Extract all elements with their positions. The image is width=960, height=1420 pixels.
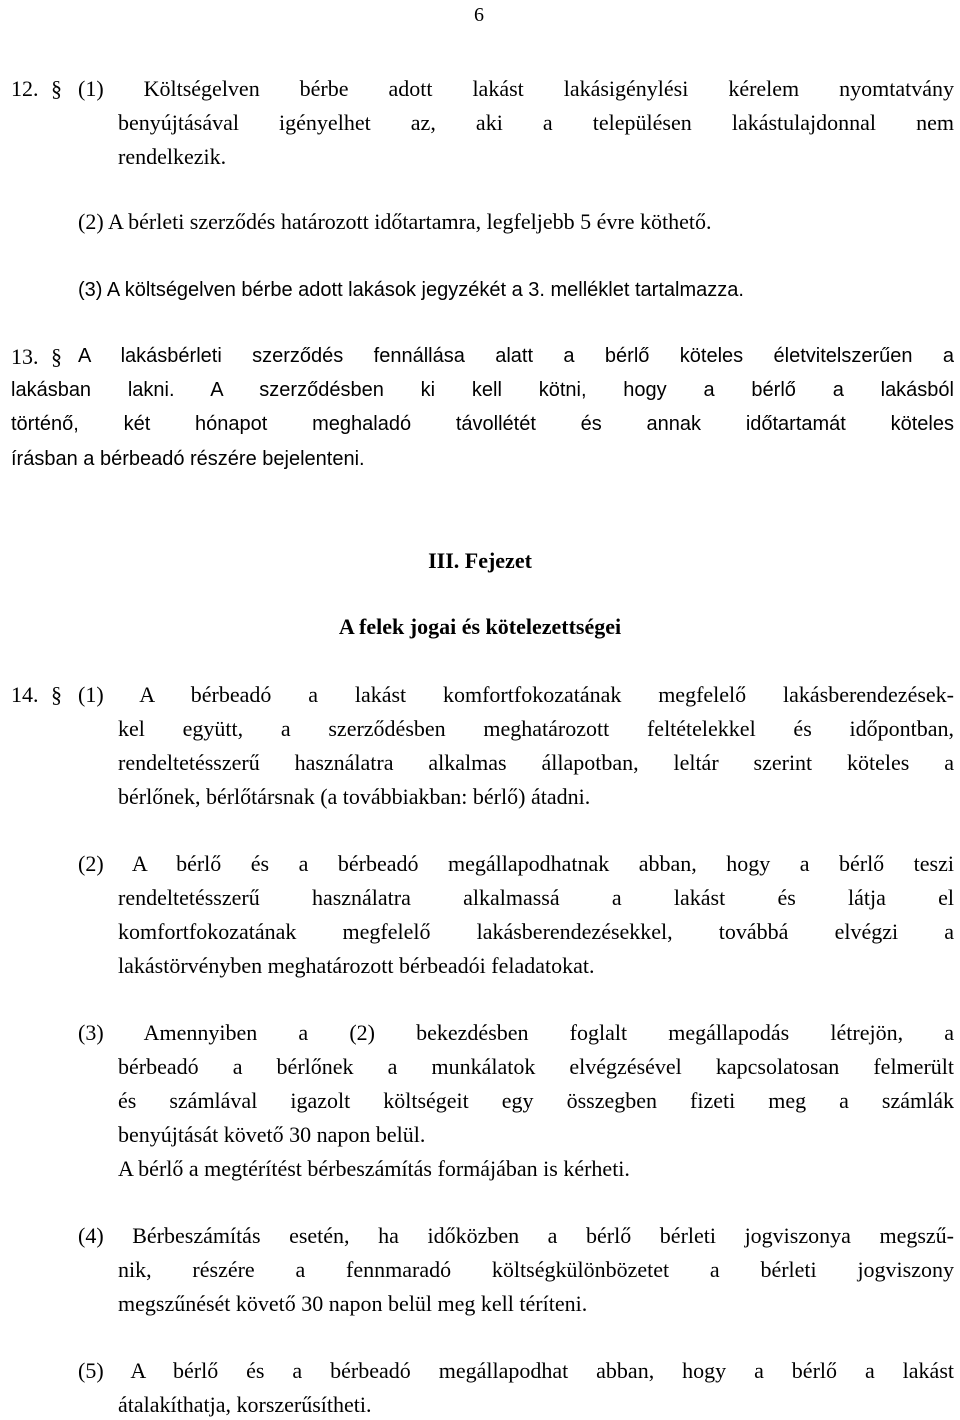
- section-13-line-1: A lakásbérleti szerződés fennállása alatt a bérlő köteles életvitelszerűen a: [78, 345, 954, 367]
- chapter-title: A felek jogai és kötelezettségei: [338, 614, 622, 639]
- section-12-p1-line-2: benyújtásával igényelhet az, aki a településen lakástulajdonnal nem: [118, 110, 954, 135]
- section-12-sign: §: [51, 76, 62, 101]
- section-14-p3-line-1: (3) Amennyiben a (2) bekezdésben foglalt megállapodás létrejön, a: [78, 1020, 954, 1045]
- section-14-p1-line-1: (1) A bérbeadó a lakást komfortfokozatának megfelelő lakásberendezések-: [78, 682, 954, 707]
- section-14-p2-line-4: lakástörvényben meghatározott bérbeadói feladatokat.: [118, 953, 595, 978]
- section-14-p4-line-3: megszűnését követő 30 napon belül meg kell téríteni.: [118, 1291, 588, 1316]
- section-14-p3-line-5: A bérlő a megtérítést bérbeszámítás formájában is kérheti.: [118, 1156, 630, 1181]
- section-14-p3-line-4: benyújtását követő 30 napon belül.: [118, 1122, 426, 1147]
- section-13-line-4: írásban a bérbeadó részére bejelenteni.: [11, 448, 365, 470]
- section-12-p3: (3) A költségelven bérbe adott lakások jegyzékét a 3. melléklet tartalmazza.: [78, 279, 744, 301]
- section-14-p2-line-2: rendeltetésszerű használatra alkalmassá a lakást és látja el: [118, 885, 954, 910]
- section-14-number: 14.: [11, 682, 39, 707]
- section-14-p2-line-1: (2) A bérlő és a bérbeadó megállapodhatnak abban, hogy a bérlő teszi: [78, 851, 954, 876]
- section-14-p3-line-3: és számlával igazolt költségeit egy összegben fizeti meg a számlák: [118, 1088, 954, 1113]
- section-14-p4-line-1: (4) Bérbeszámítás esetén, ha időközben a bérlő bérleti jogviszonya megszű-: [78, 1223, 954, 1248]
- section-12-number: 12.: [11, 76, 39, 101]
- section-12-p2: (2) A bérleti szerződés határozott időtartamra, legfeljebb 5 évre köthető.: [78, 209, 712, 234]
- section-13-line-3: történő, két hónapot meghaladó távollétét és annak időtartamát köteles: [11, 413, 954, 435]
- section-14-p5-line-1: (5) A bérlő és a bérbeadó megállapodhat abban, hogy a bérlő a lakást: [78, 1358, 954, 1383]
- page-number: 6: [474, 4, 484, 26]
- section-12-p1-line-3: rendelkezik.: [118, 144, 227, 169]
- section-14-p2-line-3: komfortfokozatának megfelelő lakásberendezésekkel, továbbá elvégzi a: [118, 919, 954, 944]
- section-14-sign: §: [51, 682, 62, 707]
- section-14-p5-line-2: átalakíthatja, korszerűsítheti.: [118, 1392, 372, 1417]
- section-14-p1-line-2: kel együtt, a szerződésben meghatározott feltételekkel és időpontban,: [118, 716, 954, 741]
- section-14-p1-line-3: rendeltetésszerű használatra alkalmas állapotban, leltár szerint köteles a: [118, 750, 954, 775]
- section-14-p3-line-2: bérbeadó a bérlőnek a munkálatok elvégzésével kapcsolatosan felmerült: [118, 1054, 954, 1079]
- chapter-number: III. Fejezet: [428, 548, 532, 573]
- section-12-p1-line-1: (1) Költségelven bérbe adott lakást lakásigénylési kérelem nyomtatvány: [78, 76, 954, 101]
- section-13-line-2: lakásban lakni. A szerződésben ki kell kötni, hogy a bérlő a lakásból: [11, 379, 954, 401]
- section-14-p4-line-2: nik, részére a fennmaradó költségkülönbözetet a bérleti jogviszony: [118, 1257, 954, 1282]
- section-13-number: 13.: [11, 344, 39, 369]
- section-14-p1-line-4: bérlőnek, bérlőtársnak (a továbbiakban: bérlő) átadni.: [118, 784, 591, 809]
- section-13-sign: §: [51, 344, 62, 369]
